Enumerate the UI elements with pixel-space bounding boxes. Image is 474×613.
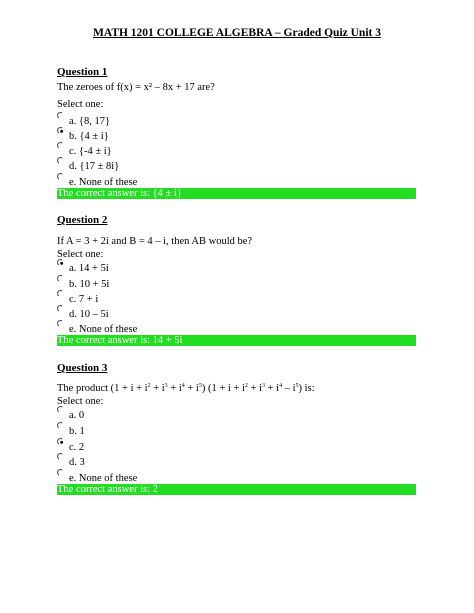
option-label: d. {17 ± 8i}: [69, 161, 120, 172]
question-2-select-label: Select one:: [57, 249, 104, 260]
radio-button[interactable]: [56, 319, 64, 327]
option-label: d. 3: [69, 457, 85, 468]
question-1-prompt: The zeroes of f(x) = x² – 8x + 17 are?: [57, 82, 215, 93]
option-label: a. {8, 17}: [69, 116, 110, 127]
question-1-option-a[interactable]: [57, 112, 257, 126]
question-2-prompt: If A = 3 + 2i and B = 4 – i, then AB would be?: [57, 236, 253, 247]
radio-button[interactable]: [56, 274, 64, 282]
question-3-prompt: The product $(1 + i + i^2 + i^3 + i^4 + i^5)$ $(1 + i + i^2 + i^3 + i^4 - i^5)$ is:: [57, 383, 315, 394]
option-label: d. 10 – 5i: [69, 309, 109, 320]
option-label: b. {4 ± i}: [69, 131, 109, 142]
option-label: c. 2: [69, 442, 85, 453]
question-1-option-e[interactable]: [57, 173, 257, 187]
radio-button-selected[interactable]: [56, 437, 64, 445]
question-2-heading: Question 2: [57, 214, 108, 226]
question-2-option-d[interactable]: [57, 305, 257, 319]
question-3-option-d[interactable]: [57, 453, 257, 467]
option-label: a. 14 + 5i: [69, 263, 109, 274]
radio-button[interactable]: [56, 304, 64, 312]
question-3-correct-answer: The correct answer is: 2: [57, 484, 416, 495]
radio-button[interactable]: [56, 141, 64, 149]
question-3-select-label: Select one:: [57, 396, 104, 407]
question-1-option-b[interactable]: [57, 127, 257, 141]
question-1-option-d[interactable]: [57, 157, 257, 171]
question-2-option-c[interactable]: [57, 290, 257, 304]
question-3-option-e[interactable]: [57, 469, 257, 483]
question-2-option-b[interactable]: [57, 275, 257, 289]
radio-button-selected[interactable]: [56, 258, 64, 266]
radio-button[interactable]: [56, 468, 64, 476]
option-label: c. {-4 ± i}: [69, 146, 112, 157]
radio-button[interactable]: [56, 421, 64, 429]
question-1-option-c[interactable]: [57, 142, 257, 156]
question-1-select-label: Select one:: [57, 99, 104, 110]
question-1-heading: Question 1: [57, 66, 108, 78]
option-label: c. 7 + i: [69, 294, 99, 305]
option-label: b. 10 + 5i: [69, 279, 110, 290]
question-2-option-a[interactable]: [57, 259, 257, 273]
radio-button[interactable]: [56, 452, 64, 460]
question-2-option-e[interactable]: [57, 320, 257, 334]
page-title: MATH 1201 COLLEGE ALGEBRA – Graded Quiz Unit 3: [93, 27, 381, 39]
question-3-option-b[interactable]: [57, 422, 257, 436]
option-label: e. None of these: [69, 177, 138, 188]
question-3-heading: Question 3: [57, 362, 108, 374]
radio-button[interactable]: [56, 405, 64, 413]
radio-button[interactable]: [56, 111, 64, 119]
option-label: e. None of these: [69, 473, 138, 484]
question-1-correct-answer: The correct answer is: {4 ± i}: [57, 188, 416, 199]
radio-button[interactable]: [56, 172, 64, 180]
option-label: a. 0: [69, 410, 85, 421]
radio-button[interactable]: [56, 156, 64, 164]
radio-button-selected[interactable]: [56, 126, 64, 134]
question-3-option-c[interactable]: [57, 438, 257, 452]
question-3-option-a[interactable]: [57, 406, 257, 420]
option-label: b. 1: [69, 426, 85, 437]
option-label: e. None of these: [69, 324, 138, 335]
radio-button[interactable]: [56, 289, 64, 297]
question-2-correct-answer: The correct answer is: 14 + 5i: [57, 335, 416, 346]
